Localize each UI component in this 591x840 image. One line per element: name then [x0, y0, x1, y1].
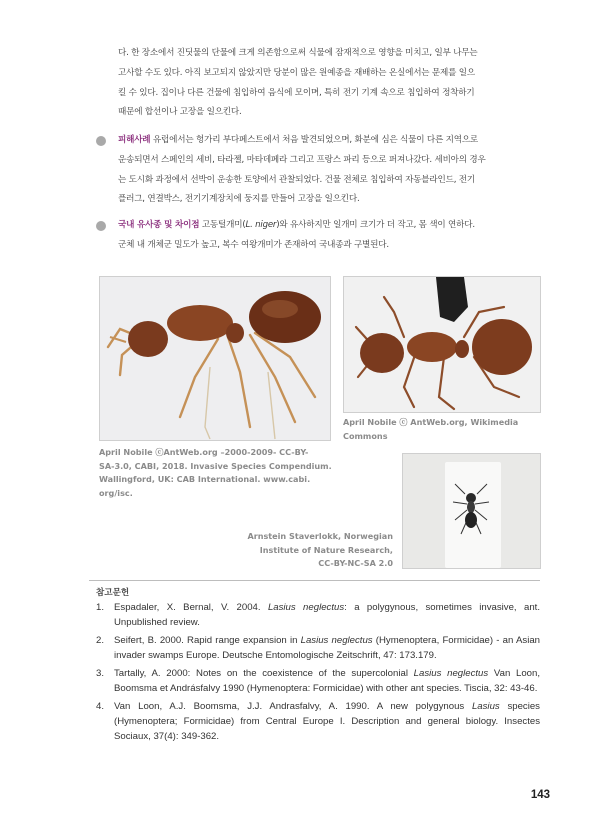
similar-heading: 국내 유사종 및 차이점 [118, 220, 200, 230]
reference-species: Lasius neglectus [413, 668, 489, 679]
reference-text: Van Loon, A.J. Boomsma, J.J. Andrasfalvy, A. 1990. A new polygynous [114, 701, 472, 712]
ant-lateral-illustration [100, 277, 330, 440]
similar-line: 군체 내 개체군 밀도가 높고, 복수 여왕개미가 존재하여 국내종과 구별된다. [118, 239, 389, 250]
reference-text: Tartally, A. 2000: Notes on the coexistence of the supercolonial [114, 668, 414, 679]
reference-item [96, 699, 540, 744]
reference-item [96, 633, 540, 663]
intro-line: 때문에 합선이나 고장을 일으킨다. [118, 107, 242, 118]
references-divider [89, 580, 540, 581]
reference-text: Seifert, B. 2000. Rapid range expansion in [114, 635, 301, 646]
reference-number: 1. [96, 602, 105, 613]
reference-species: Lasius neglectus [300, 635, 373, 646]
caption-line: org/isc. [99, 487, 133, 498]
photo-caption-specimen [190, 530, 393, 571]
page-number: 143 [530, 789, 550, 801]
damage-line: 플러그, 연결박스, 전기기계장치에 둥지를 만들어 고장을 일으킨다. [118, 194, 360, 205]
reference-text: (Hymenoptera, Formicidae) - an Asian invader swamps Europe. Deutsche Entomologische Zeitschrift, 47: 173.179. [114, 635, 540, 661]
similar-species-section [96, 216, 543, 256]
species-name: L. niger [245, 220, 277, 230]
reference-text: Espadaler, X. Bernal, V. 2004. [114, 602, 268, 613]
bullet-icon [96, 221, 106, 231]
reference-item [96, 600, 540, 630]
damage-heading: 피해사례 [118, 135, 151, 145]
caption-line: Arnstein Staverlokk, Norwegian [247, 531, 393, 541]
reference-text: species (Hymenoptera; Formicidae) from Central Europe I. Description and general biology. Insectes Sociaux, 37(4): 349-362. [114, 701, 540, 742]
similar-line-part: )와 유사하지만 일개미 크기가 더 작고, 몸 색이 연하다. [276, 220, 475, 230]
reference-number: 4. [96, 701, 105, 712]
caption-line: Institute of Nature Research, [259, 544, 393, 555]
reference-item [96, 666, 540, 696]
ant-specimen-illustration [403, 454, 540, 568]
damage-line: 운송되면서 스페인의 세비, 타라젤, 마타데페라 그리고 프랑스 파리 등으로 퍼져나갔다. 세비아의 경우 [118, 154, 486, 165]
references-title: 참고문헌 [96, 588, 130, 598]
ant-specimen-photo [402, 453, 541, 569]
photo-caption-dorsal [343, 416, 539, 443]
caption-line: CC-BY-NC-SA 2.0 [318, 558, 393, 568]
intro-line: 다. 한 장소에서 진딧물의 단물에 크게 의존함으로써 식물에 잠재적으로 영향을 미치고, 일부 나무는 [118, 48, 478, 58]
bullet-icon [96, 136, 106, 146]
reference-species: Lasius [471, 701, 500, 712]
intro-line: 고사할 수도 있다. 아직 보고되지 않았지만 당분이 많은 원예종을 재배하는 온실에서는 문제를 일으 [118, 67, 475, 78]
reference-number: 2. [96, 635, 105, 646]
damage-line: 유럽에서는 헝가리 부다페스트에서 처음 발견되었으며, 화분에 심은 식물이 다른 지역으로 [150, 135, 479, 145]
reference-text: : a polygynous, sometimes invasive, ant. Unpublished review. [114, 602, 540, 628]
caption-line: April Nobile ⓒ AntWeb.org, Wikimedia [343, 417, 519, 427]
damage-section [96, 131, 543, 210]
caption-line: Commons [343, 430, 388, 441]
ant-dorsal-photo [343, 276, 541, 413]
ant-dorsal-illustration [344, 277, 540, 412]
reference-species: Lasius neglectus [267, 602, 345, 613]
ant-lateral-photo [99, 276, 331, 441]
caption-line: April Nobile ⓒAntWeb.org –2000-2009- CC-BY- [99, 447, 309, 457]
damage-line: 는 도시화 과정에서 선박이 운송한 토양에서 관찰되었다. 건물 전체로 침입하여 자동블라인드, 전기 [118, 174, 475, 185]
reference-text: Van Loon, Boomsma et Andrásfalvy 1990 (Hymenoptera: Formicidae) with other ant species. Tiscia, 32: 43-46. [114, 668, 541, 694]
reference-number: 3. [96, 668, 105, 679]
similar-line-part: 고동털개미( [199, 220, 246, 230]
caption-line: Wallingford, UK: CAB International. www.cabi. [99, 474, 311, 484]
photo-caption-lateral [99, 446, 339, 500]
intro-line: 킬 수 있다. 집이나 다른 건물에 침입하여 음식에 모이며, 특히 전기 기계 속으로 침입하여 정착하기 [118, 87, 475, 98]
caption-line: SA-3.0, CABI, 2018. Invasive Species Compendium. [99, 460, 332, 471]
intro-paragraph [118, 44, 543, 123]
reference-list [96, 600, 540, 747]
